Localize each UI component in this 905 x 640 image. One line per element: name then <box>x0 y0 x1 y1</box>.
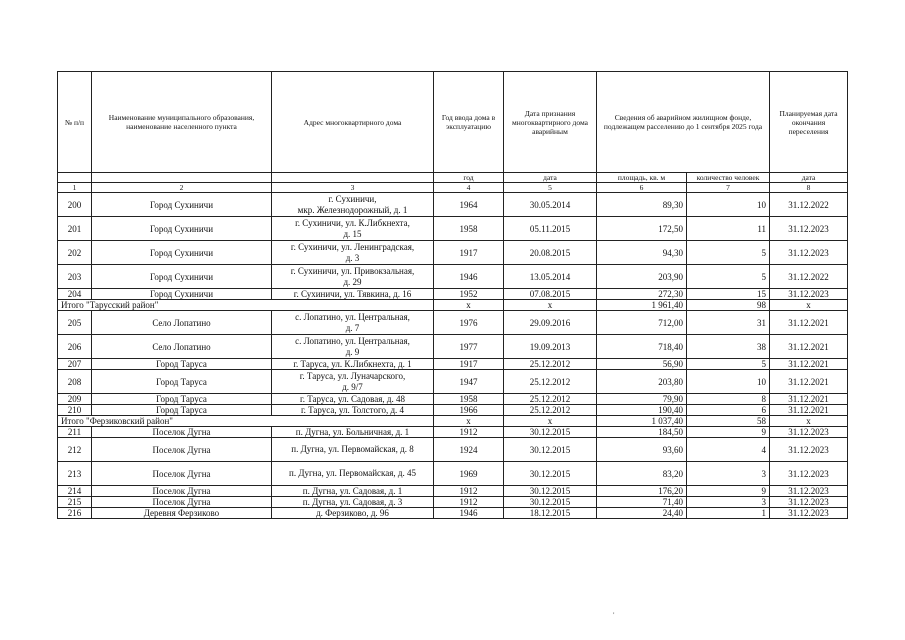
row-area: 718,40 <box>597 335 687 359</box>
address-line: мкр. Железнодорожный, д. 1 <box>297 204 408 215</box>
row-address <box>272 486 434 497</box>
header-year: Год ввода дома в эксплуатацию <box>434 72 504 173</box>
subtotal-people: 58 <box>687 416 770 427</box>
table-row <box>58 370 848 394</box>
row-address <box>272 508 434 519</box>
row-area: 172,50 <box>597 217 687 241</box>
table-row <box>58 486 848 497</box>
table-row <box>58 427 848 438</box>
column-number-cell: 7 <box>687 183 770 193</box>
row-planned-date: 31.12.2021 <box>770 394 848 405</box>
column-number-cell: 3 <box>272 183 434 193</box>
row-date-recognized: 30.12.2015 <box>504 427 597 438</box>
row-municipality: Город Таруса <box>92 394 272 405</box>
row-people: 3 <box>687 497 770 508</box>
row-planned-date: 31.12.2021 <box>770 335 848 359</box>
row-planned-date: 31.12.2023 <box>770 508 848 519</box>
row-people: 11 <box>687 217 770 241</box>
row-area: 89,30 <box>597 193 687 217</box>
row-people: 5 <box>687 241 770 265</box>
subtotal-area: 1 037,40 <box>597 416 687 427</box>
row-year: 1964 <box>434 193 504 217</box>
row-number: 203 <box>58 265 92 289</box>
row-number: 205 <box>58 311 92 335</box>
row-planned-date: 31.12.2023 <box>770 438 848 462</box>
column-number-cell: 8 <box>770 183 848 193</box>
address-line: д. 3 <box>345 252 360 263</box>
row-municipality: Деревня Ферзиково <box>92 508 272 519</box>
row-address <box>272 438 434 462</box>
row-municipality: Поселок Дугна <box>92 486 272 497</box>
row-area: 203,80 <box>597 370 687 394</box>
subtotal-people: 98 <box>687 300 770 311</box>
row-year: 1958 <box>434 394 504 405</box>
row-planned-date: 31.12.2021 <box>770 359 848 370</box>
row-address <box>272 217 434 241</box>
unit-year: год <box>434 173 504 183</box>
row-year: 1969 <box>434 462 504 486</box>
row-people: 8 <box>687 394 770 405</box>
row-address <box>272 427 434 438</box>
unit-empty-2 <box>92 173 272 183</box>
row-planned-date: 31.12.2023 <box>770 497 848 508</box>
row-address <box>272 405 434 416</box>
row-area: 94,30 <box>597 241 687 265</box>
header-planned-date: Планируемая дата окончания переселения <box>770 72 848 173</box>
address-line: п. Дугна, ул. Первомайская, д. 8 <box>291 444 414 454</box>
row-number: 207 <box>58 359 92 370</box>
subtotal-plan: x <box>770 416 848 427</box>
row-number: 202 <box>58 241 92 265</box>
column-number-cell: 6 <box>597 183 687 193</box>
row-date-recognized: 13.05.2014 <box>504 265 597 289</box>
header-housing-info: Сведения об аварийном жилищном фонде, подлежащем расселению до 1 сентября 2025 года <box>597 72 770 173</box>
table-row <box>58 438 848 462</box>
unit-plan-date: дата <box>770 173 848 183</box>
row-date-recognized: 29.09.2016 <box>504 311 597 335</box>
row-date-recognized: 05.11.2015 <box>504 217 597 241</box>
row-year: 1924 <box>434 438 504 462</box>
column-number-cell: 1 <box>58 183 92 193</box>
row-planned-date: 31.12.2023 <box>770 462 848 486</box>
row-date-recognized: 25.12.2012 <box>504 394 597 405</box>
row-date-recognized: 18.12.2015 <box>504 508 597 519</box>
table-row <box>58 193 848 217</box>
unit-people: количество человек <box>687 173 770 183</box>
row-address <box>272 359 434 370</box>
row-planned-date: 31.12.2021 <box>770 311 848 335</box>
row-people: 1 <box>687 508 770 519</box>
row-municipality: Город Сухиничи <box>92 241 272 265</box>
subtotal-year: x <box>434 300 504 311</box>
row-people: 10 <box>687 370 770 394</box>
table-row <box>58 508 848 519</box>
unit-empty-3 <box>272 173 434 183</box>
column-number-cell: 5 <box>504 183 597 193</box>
row-people: 38 <box>687 335 770 359</box>
subtotal-date: x <box>504 300 597 311</box>
row-address <box>272 289 434 300</box>
row-people: 9 <box>687 486 770 497</box>
row-date-recognized: 30.12.2015 <box>504 486 597 497</box>
row-date-recognized: 30.12.2015 <box>504 497 597 508</box>
subtotal-year: x <box>434 416 504 427</box>
row-area: 184,50 <box>597 427 687 438</box>
row-planned-date: 31.12.2023 <box>770 241 848 265</box>
row-planned-date: 31.12.2023 <box>770 217 848 241</box>
row-planned-date: 31.12.2023 <box>770 289 848 300</box>
row-municipality: Село Лопатино <box>92 335 272 359</box>
table-row <box>58 394 848 405</box>
table-row <box>58 405 848 416</box>
table-row <box>58 311 848 335</box>
row-planned-date: 31.12.2023 <box>770 427 848 438</box>
row-number: 204 <box>58 289 92 300</box>
row-year: 1912 <box>434 486 504 497</box>
row-area: 24,40 <box>597 508 687 519</box>
row-address <box>272 265 434 289</box>
row-date-recognized: 30.05.2014 <box>504 193 597 217</box>
row-area: 176,20 <box>597 486 687 497</box>
row-year: 1947 <box>434 370 504 394</box>
address-line: п. Дугна, ул. Больничная, д. 1 <box>295 427 410 437</box>
address-line: с. Лопатино, ул. Центральная, <box>295 311 410 322</box>
row-municipality: Поселок Дугна <box>92 438 272 462</box>
row-area: 712,00 <box>597 311 687 335</box>
unit-area: площадь, кв. м <box>597 173 687 183</box>
row-number: 201 <box>58 217 92 241</box>
row-date-recognized: 30.12.2015 <box>504 438 597 462</box>
table-row <box>58 497 848 508</box>
stray-mark: , <box>613 609 615 615</box>
row-municipality: Село Лопатино <box>92 311 272 335</box>
row-area: 56,90 <box>597 359 687 370</box>
row-people: 10 <box>687 193 770 217</box>
row-area: 272,30 <box>597 289 687 300</box>
row-area: 93,60 <box>597 438 687 462</box>
table-row <box>58 241 848 265</box>
row-area: 79,90 <box>597 394 687 405</box>
subtotal-row <box>58 416 848 427</box>
column-number-cell: 4 <box>434 183 504 193</box>
row-address <box>272 497 434 508</box>
row-municipality: Поселок Дугна <box>92 427 272 438</box>
row-date-recognized: 25.12.2012 <box>504 370 597 394</box>
address-line: г. Сухиничи, ул. К.Либкнехта, <box>295 217 410 228</box>
row-people: 31 <box>687 311 770 335</box>
row-address <box>272 311 434 335</box>
row-municipality: Город Сухиничи <box>92 289 272 300</box>
address-line: г. Сухиничи, ул. Привокзальная, <box>290 265 415 276</box>
column-number-cell: 2 <box>92 183 272 193</box>
row-year: 1977 <box>434 335 504 359</box>
row-number: 210 <box>58 405 92 416</box>
row-address <box>272 335 434 359</box>
row-area: 190,40 <box>597 405 687 416</box>
header-date-recognized: Дата признания многоквартирного дома аварийным <box>504 72 597 173</box>
address-line: с. Лопатино, ул. Центральная, <box>295 335 410 346</box>
document-sheet <box>57 71 847 519</box>
table-row <box>58 289 848 300</box>
row-people: 5 <box>687 265 770 289</box>
row-date-recognized: 30.12.2015 <box>504 462 597 486</box>
address-line: г. Сухиничи, ул. Тявкина, д. 16 <box>293 289 412 299</box>
row-date-recognized: 25.12.2012 <box>504 359 597 370</box>
row-address <box>272 462 434 486</box>
row-planned-date: 31.12.2021 <box>770 405 848 416</box>
header-address: Адрес многоквартирного дома <box>272 72 434 173</box>
subtotal-label: Итого "Тарусский район" <box>58 300 434 311</box>
table-row <box>58 359 848 370</box>
row-year: 1917 <box>434 241 504 265</box>
address-line: п. Дугна, ул. Первомайская, д. 45 <box>289 468 416 478</box>
resettlement-table <box>57 71 848 519</box>
row-year: 1958 <box>434 217 504 241</box>
row-number: 208 <box>58 370 92 394</box>
row-people: 15 <box>687 289 770 300</box>
address-line: д. 29 <box>343 276 362 287</box>
row-year: 1912 <box>434 497 504 508</box>
row-year: 1952 <box>434 289 504 300</box>
row-planned-date: 31.12.2022 <box>770 193 848 217</box>
row-number: 200 <box>58 193 92 217</box>
subtotal-date: x <box>504 416 597 427</box>
address-line: п. Дугна, ул. Садовая, д. 1 <box>302 486 403 496</box>
row-municipality: Город Таруса <box>92 359 272 370</box>
address-line: г. Сухиничи, <box>328 193 377 204</box>
table-row <box>58 335 848 359</box>
row-municipality: Поселок Дугна <box>92 462 272 486</box>
row-address <box>272 193 434 217</box>
table-row <box>58 265 848 289</box>
row-area: 203,90 <box>597 265 687 289</box>
row-date-recognized: 19.09.2013 <box>504 335 597 359</box>
table-row <box>58 217 848 241</box>
row-municipality: Город Таруса <box>92 370 272 394</box>
row-year: 1912 <box>434 427 504 438</box>
row-number: 212 <box>58 438 92 462</box>
row-municipality: Город Сухиничи <box>92 265 272 289</box>
address-line: д. 15 <box>343 228 362 239</box>
row-people: 4 <box>687 438 770 462</box>
unit-empty-1 <box>58 173 92 183</box>
header-number: № п/п <box>58 72 92 173</box>
row-number: 215 <box>58 497 92 508</box>
subtotal-label: Итого "Ферзиковский район" <box>58 416 434 427</box>
row-number: 206 <box>58 335 92 359</box>
row-date-recognized: 25.12.2012 <box>504 405 597 416</box>
header-municipality: Наименование муниципального образования, наименование населенного пункта <box>92 72 272 173</box>
row-year: 1946 <box>434 508 504 519</box>
address-line: г. Таруса, ул. Садовая, д. 48 <box>300 394 405 404</box>
row-date-recognized: 20.08.2015 <box>504 241 597 265</box>
row-municipality: Город Сухиничи <box>92 193 272 217</box>
row-planned-date: 31.12.2021 <box>770 370 848 394</box>
row-people: 3 <box>687 462 770 486</box>
row-address <box>272 394 434 405</box>
table-body <box>58 193 848 519</box>
subtotal-area: 1 961,40 <box>597 300 687 311</box>
address-line: г. Таруса, ул. Луначарского, <box>299 370 406 381</box>
row-area: 83,20 <box>597 462 687 486</box>
row-municipality: Город Сухиничи <box>92 217 272 241</box>
row-number: 209 <box>58 394 92 405</box>
address-line: д. 9 <box>345 346 360 357</box>
row-year: 1917 <box>434 359 504 370</box>
row-year: 1966 <box>434 405 504 416</box>
row-number: 214 <box>58 486 92 497</box>
row-number: 211 <box>58 427 92 438</box>
table-row <box>58 462 848 486</box>
row-address <box>272 241 434 265</box>
row-planned-date: 31.12.2023 <box>770 486 848 497</box>
row-municipality: Город Таруса <box>92 405 272 416</box>
address-line: д. 9/7 <box>342 381 363 392</box>
row-number: 213 <box>58 462 92 486</box>
row-area: 71,40 <box>597 497 687 508</box>
row-number: 216 <box>58 508 92 519</box>
address-line: п. Дугна, ул. Садовая, д. 3 <box>302 497 403 507</box>
row-people: 9 <box>687 427 770 438</box>
unit-date: дата <box>504 173 597 183</box>
address-line: г. Таруса, ул. К.Либкнехта, д. 1 <box>293 359 412 369</box>
column-numbers-row <box>58 183 848 193</box>
row-address <box>272 370 434 394</box>
address-line: д. 7 <box>345 322 360 333</box>
subtotal-plan: x <box>770 300 848 311</box>
row-year: 1976 <box>434 311 504 335</box>
address-line: г. Таруса, ул. Толстого, д. 4 <box>300 405 405 415</box>
row-people: 6 <box>687 405 770 416</box>
row-people: 5 <box>687 359 770 370</box>
row-planned-date: 31.12.2022 <box>770 265 848 289</box>
address-line: д. Ферзиково, д. 96 <box>316 508 389 518</box>
address-line: г. Сухиничи, ул. Ленинградская, <box>290 241 415 252</box>
subtotal-row <box>58 300 848 311</box>
row-year: 1946 <box>434 265 504 289</box>
row-municipality: Поселок Дугна <box>92 497 272 508</box>
row-date-recognized: 07.08.2015 <box>504 289 597 300</box>
